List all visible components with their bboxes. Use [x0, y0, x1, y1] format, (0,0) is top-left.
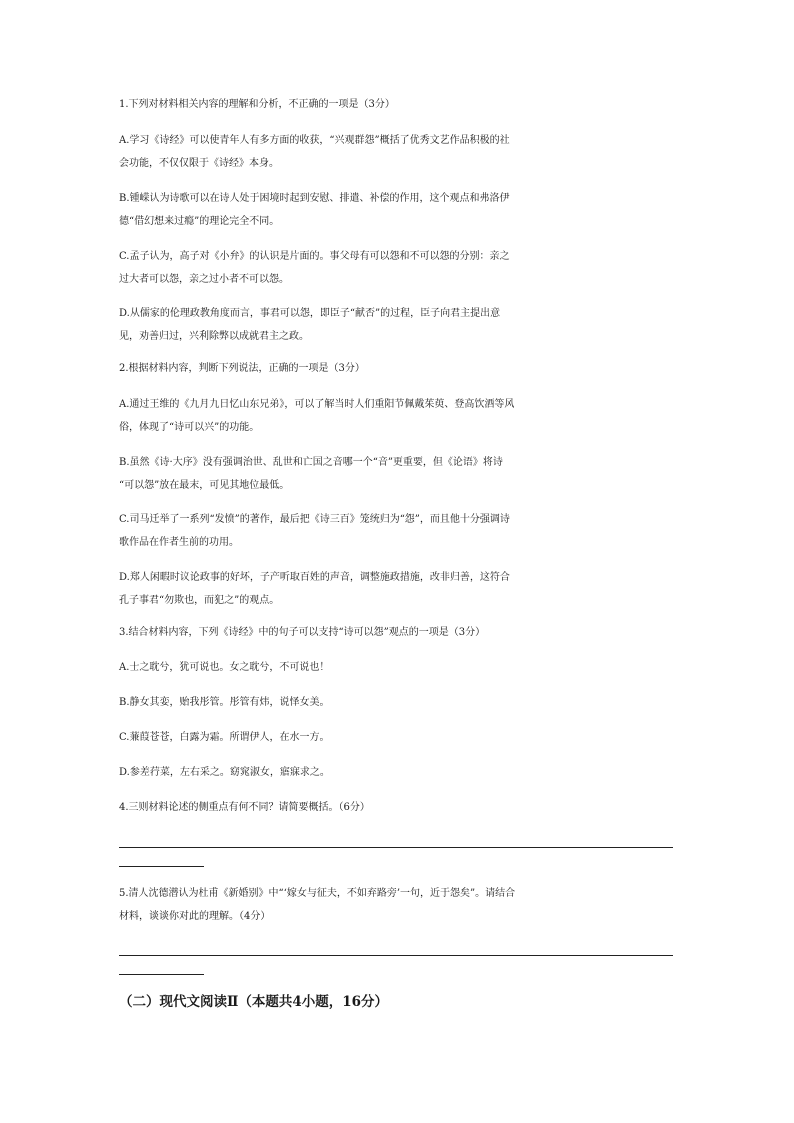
q2-option-b-line1: B.虽然《诗·大序》没有强调治世、乱世和亡国之音哪一个“音”更重要，但《论语》将诗	[119, 457, 503, 468]
q2-option-c-line2: 歌作品在作者生前的功用。	[119, 537, 239, 548]
q4-answer-line[interactable]	[119, 847, 673, 848]
q1-option-d-line2: 见，劝善归过，兴利除弊以成就君主之政。	[119, 331, 309, 342]
q2-option-a-line2: 俗，体现了“诗可以兴”的功能。	[119, 422, 260, 433]
q5-answer-line[interactable]	[119, 955, 673, 956]
section-heading: （二）现代文阅读Ⅱ（本题共4小题，16分）	[119, 994, 389, 1010]
q5-answer-line-end[interactable]	[119, 974, 204, 975]
q1-option-d-line1: D.从儒家的伦理政教角度而言，事君可以怨，即臣子“献否”的过程，臣子向君主提出意	[119, 308, 501, 319]
q4-answer-line-end[interactable]	[119, 866, 204, 867]
q3-option-a: A.士之耽兮，犹可说也。女之耽兮，不可说也！	[119, 662, 330, 673]
q5-line2: 材料，谈谈你对此的理解。（4分）	[119, 911, 271, 922]
q5-line1: 5.清人沈德潜认为杜甫《新婚别》中“‘嫁女与征夫，不如弃路旁’一句，近于怨矣”。请结合	[119, 888, 516, 899]
q1-option-a-line2: 会功能，不仅仅限于《诗经》本身。	[119, 158, 279, 169]
q1-option-a-line1: A.学习《诗经》可以使青年人有多方面的收获，“兴观群怨”概括了优秀文艺作品积极的社	[119, 135, 510, 146]
q3-stem: 3.结合材料内容，下列《诗经》中的句子可以支持“诗可以怨”观点的一项是（3分）	[119, 627, 486, 638]
q1-option-c-line2: 过大者可以怨，亲之过小者不可以怨。	[119, 274, 289, 285]
q2-option-a-line1: A.通过王维的《九月九日忆山东兄弟》，可以了解当时人们重阳节佩戴茱萸、登高饮酒等风	[119, 399, 515, 410]
q2-option-d-line2: 孔子事君“勿欺也，而犯之”的观点。	[119, 595, 280, 606]
q2-stem: 2.根据材料内容，判断下列说法，正确的一项是（3分）	[119, 363, 365, 374]
q4-stem: 4.三则材料论述的侧重点有何不同？请简要概括。（6分）	[119, 802, 370, 813]
q1-option-b-line1: B.锺嵘认为诗歌可以在诗人处于困境时起到安慰、排遣、补偿的作用，这个观点和弗洛伊	[119, 193, 510, 204]
q2-option-d-line1: D.郑人闲暇时议论政事的好坏，子产听取百姓的声音，调整施政措施，改非归善，这符合	[119, 572, 510, 583]
q3-option-d: D.参差荇菜，左右采之。窈窕淑女，寤寐求之。	[119, 767, 330, 778]
q3-option-b: B.静女其娈，贻我彤管。彤管有炜，说怿女美。	[119, 697, 330, 708]
q3-option-c: C.蒹葭苍苍，白露为霜。所谓伊人，在水一方。	[119, 732, 330, 743]
q1-stem: 1.下列对材料相关内容的理解和分析，不正确的一项是（3分）	[119, 99, 395, 110]
q2-option-c-line1: C.司马迁举了一系列“发愤”的著作，最后把《诗三百》笼统归为“怨”，而且他十分强调诗	[119, 514, 510, 525]
q1-option-c-line1: C.孟子认为，高子对《小弁》的认识是片面的。事父母有可以怨和不可以怨的分别：亲之	[119, 251, 510, 262]
q2-option-b-line2: “可以怨”放在最末，可见其地位最低。	[119, 480, 290, 491]
q1-option-b-line2: 德“借幻想来过瘾”的理论完全不同。	[119, 216, 280, 227]
